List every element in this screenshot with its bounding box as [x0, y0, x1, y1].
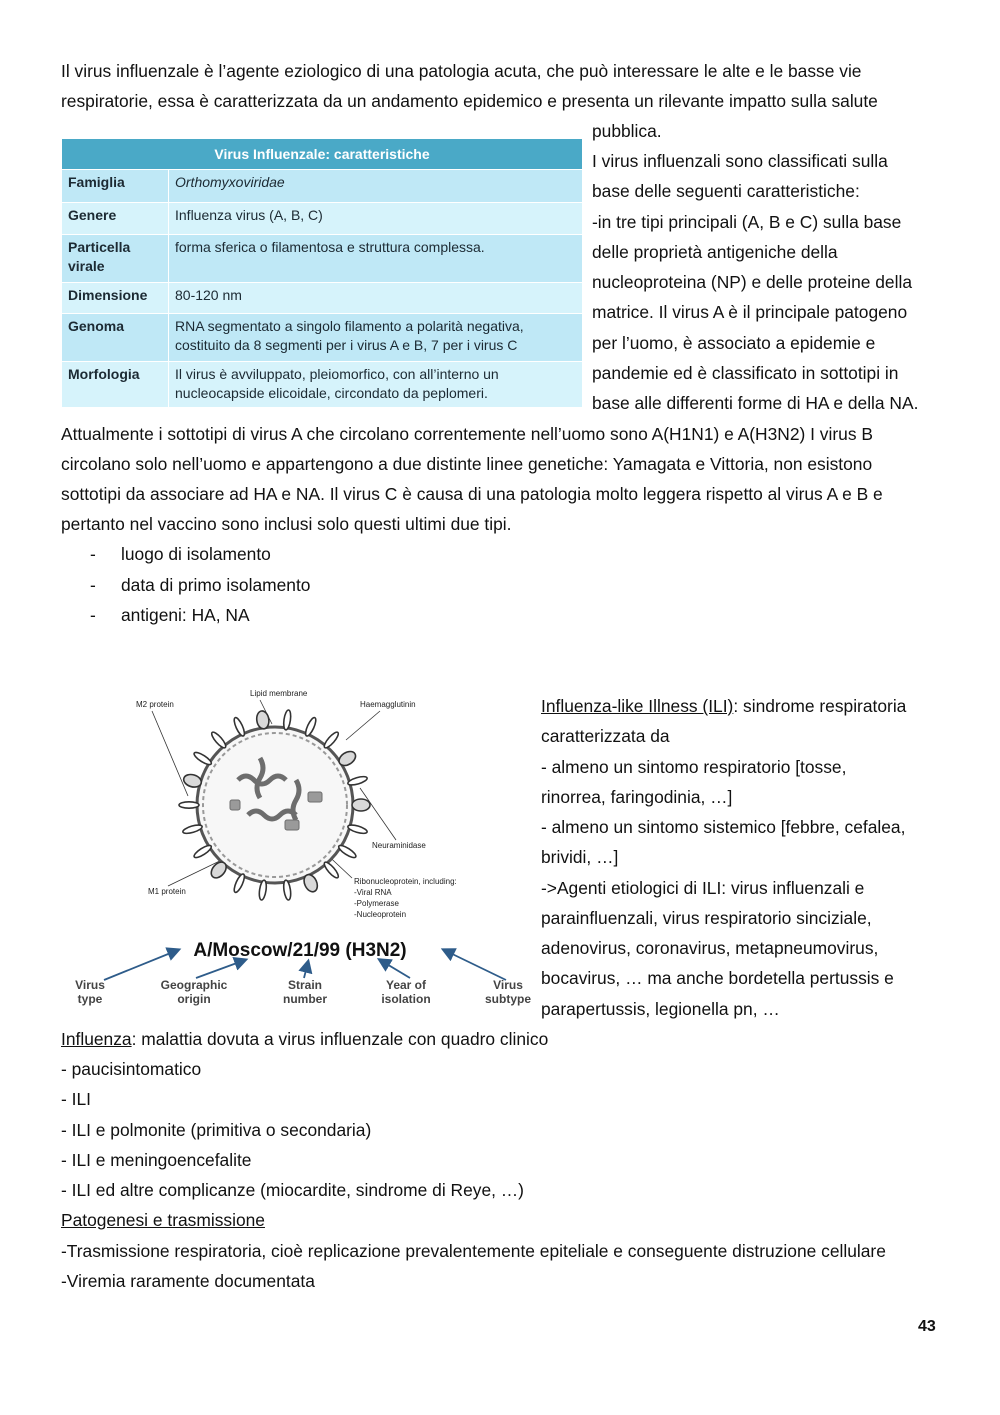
haemagglutinin-spike [193, 750, 213, 766]
patogenesi-line: -Trasmissione respiratoria, cioè replicazione prevalentemente epiteliale e conseguente distruzione cellulare [61, 1241, 886, 1261]
label-strain-number-2: number [282, 992, 328, 1006]
ili-line: brividi, …] [541, 847, 619, 867]
table-row [62, 235, 583, 283]
influenza-item: - ILI e polmonite (primitiva o secondaria) [61, 1120, 372, 1140]
label-m2-protein: M2 protein [136, 700, 174, 709]
intro-line-1: Il virus influenzale è l’agente eziologico di una patologia acuta, che può interessare le alte e le basse vie [61, 61, 862, 81]
page-number: 43 [918, 1318, 936, 1335]
side-text-line: per l’uomo, è associato a epidemie e [592, 333, 876, 353]
para2-line: circolano solo nell’uomo e appartengono a due distinte linee genetiche: Yamagata e Vittoria, non esistono [61, 454, 873, 474]
label-geographic-origin: Geographic [160, 978, 228, 992]
table-value: forma sferica o filamentosa e struttura complessa. [169, 235, 583, 283]
label-rnp: Ribonucleoprotein, including: [354, 877, 457, 886]
haemagglutinin-spike [179, 802, 199, 808]
bullet-dash: - [90, 544, 96, 564]
label-rnp-rna: -Viral RNA [354, 888, 392, 897]
haemagglutinin-spike [347, 775, 368, 787]
influenza-heading-line: Influenza: malattia dovuta a virus influenzale con quadro clinico [61, 1029, 549, 1049]
ili-line: bocavirus, … ma anche bordetella pertussis e [541, 968, 894, 988]
ili-line: rinorrea, faringodinia, …] [541, 787, 733, 807]
table-key: Genoma [62, 314, 169, 362]
table-value: RNA segmentato a singolo filamento a polarità negativa, costituito da 8 segmenti per i virus A e B, 7 per i virus C [169, 314, 583, 362]
side-text-line: base alle differenti forme di HA e della NA. [592, 393, 919, 413]
haemagglutinin-spike [193, 843, 213, 859]
label-lipid-membrane: Lipid membrane [250, 689, 308, 698]
side-text-line: matrice. Il virus A è il principale patogeno [592, 302, 908, 322]
table-value: Orthomyxoviridae [169, 170, 583, 203]
table-row [62, 170, 583, 203]
side-text-line: -in tre tipi principali (A, B e C) sulla base [592, 212, 902, 232]
bullet-item: data di primo isolamento [121, 575, 311, 595]
influenza-item: - ILI ed altre complicanze (miocardite, sindrome di Reye, …) [61, 1180, 524, 1200]
ili-line: parainfluenzali, virus respiratorio sinciziale, [541, 908, 872, 928]
label-virus-subtype-2: subtype [484, 992, 532, 1006]
side-text-line: pandemie ed è classificato in sottotipi in [592, 363, 899, 383]
haemagglutinin-spike [322, 860, 340, 879]
label-virus-type: Virus [75, 978, 105, 992]
haemagglutinin-spike [232, 716, 246, 737]
para2-line: sottotipi da associare ad HA e NA. Il virus C è causa di una patologia molto leggera rispetto al virus A e B e [61, 484, 883, 504]
influenza-item: - paucisintomatico [61, 1059, 202, 1079]
table-row [62, 203, 583, 235]
label-neuraminidase: Neuraminidase [372, 841, 426, 850]
ili-line: - almeno un sintomo sistemico [febbre, cefalea, [541, 817, 906, 837]
table-value: Influenza virus (A, B, C) [169, 203, 583, 235]
haemagglutinin-spike [337, 843, 357, 859]
label-geographic-origin-2: origin [177, 992, 211, 1006]
haemagglutinin-spike [322, 730, 340, 749]
strain-name: A/Moscow/21/99 (H3N2) [193, 940, 407, 961]
intro-line-2: respiratorie, essa è caratterizzata da un andamento epidemico e presenta un rilevante impatto sulla salute [61, 91, 878, 111]
ili-line: parapertussis, legionella pn, … [541, 999, 780, 1019]
label-m1-protein: M1 protein [148, 887, 186, 896]
ili-term: Influenza-like Illness (ILI) [541, 696, 734, 716]
table-key: Famiglia [62, 170, 169, 203]
haemagglutinin-spike [304, 716, 318, 737]
intro-line-3: pubblica. [592, 121, 662, 141]
ili-line: adenovirus, coronavirus, metapneumovirus, [541, 938, 879, 958]
label-virus-subtype: Virus [493, 978, 523, 992]
bullet-dash: - [90, 575, 96, 595]
bullet-item: antigeni: HA, NA [121, 605, 250, 625]
ili-line: ->Agenti etiologici di ILI: virus influenzali e [541, 878, 865, 898]
neuraminidase-spike [352, 799, 370, 811]
influenza-item: - ILI e meningoencefalite [61, 1150, 252, 1170]
haemagglutinin-spike [210, 730, 228, 749]
table-key: Particella virale [62, 235, 169, 283]
label-rnp-polymerase: -Polymerase [354, 899, 399, 908]
ili-heading-line: Influenza-like Illness (ILI): sindrome respiratoria [541, 696, 907, 716]
influenza-item: - ILI [61, 1089, 91, 1109]
label-year-of-isolation-2: isolation [381, 992, 431, 1006]
label-strain-number: Strain [287, 978, 323, 992]
patogenesi-title: Patogenesi e trasmissione [61, 1210, 265, 1230]
side-text-line: base delle seguenti caratteristiche: [592, 181, 860, 201]
table-row [62, 283, 583, 314]
para2-line: Attualmente i sottotipi di virus A che circolano correntemente nell’uomo sono A(H1N1) e A(H3N2) I virus B [61, 424, 873, 444]
para2-line: pertanto nel vaccino sono inclusi solo questi ultimi due tipi. [61, 514, 512, 534]
bullet-item: luogo di isolamento [121, 544, 271, 564]
haemagglutinin-spike [232, 873, 246, 894]
label-rnp-nucleoprotein: -Nucleoprotein [354, 910, 407, 919]
neuraminidase-spike [256, 710, 270, 730]
bullet-dash: - [90, 605, 96, 625]
ili-line: - almeno un sintomo respiratorio [tosse, [541, 757, 847, 777]
influenza-term: Influenza [61, 1029, 132, 1049]
side-text-line: delle proprietà antigeniche della [592, 242, 838, 262]
side-text-line: I virus influenzali sono classificati sulla [592, 151, 888, 171]
haemagglutinin-spike [182, 823, 203, 835]
label-year-of-isolation: Year of [385, 978, 427, 992]
table-key: Morfologia [62, 362, 169, 408]
table-row [62, 362, 583, 408]
patogenesi-line: -Viremia raramente documentata [61, 1271, 315, 1291]
virus-characteristics-table [61, 138, 583, 408]
table-key: Dimensione [62, 283, 169, 314]
table-row [62, 314, 583, 362]
haemagglutinin-spike [347, 823, 368, 835]
influenza-virus-diagram [60, 680, 540, 1015]
table-key: Genere [62, 203, 169, 235]
table-value: Il virus è avviluppato, pleiomorfico, con all’interno un nucleocapside elicoidale, circondato da peplomeri. [169, 362, 583, 408]
label-haemagglutinin: Haemagglutinin [360, 700, 416, 709]
label-virus-type-2: type [77, 992, 103, 1006]
table-value: 80-120 nm [169, 283, 583, 314]
table-header: Virus Influenzale: caratteristiche [62, 139, 583, 170]
ili-line: caratterizzata da [541, 726, 670, 746]
side-text-line: nucleoproteina (NP) e delle proteine della [592, 272, 912, 292]
